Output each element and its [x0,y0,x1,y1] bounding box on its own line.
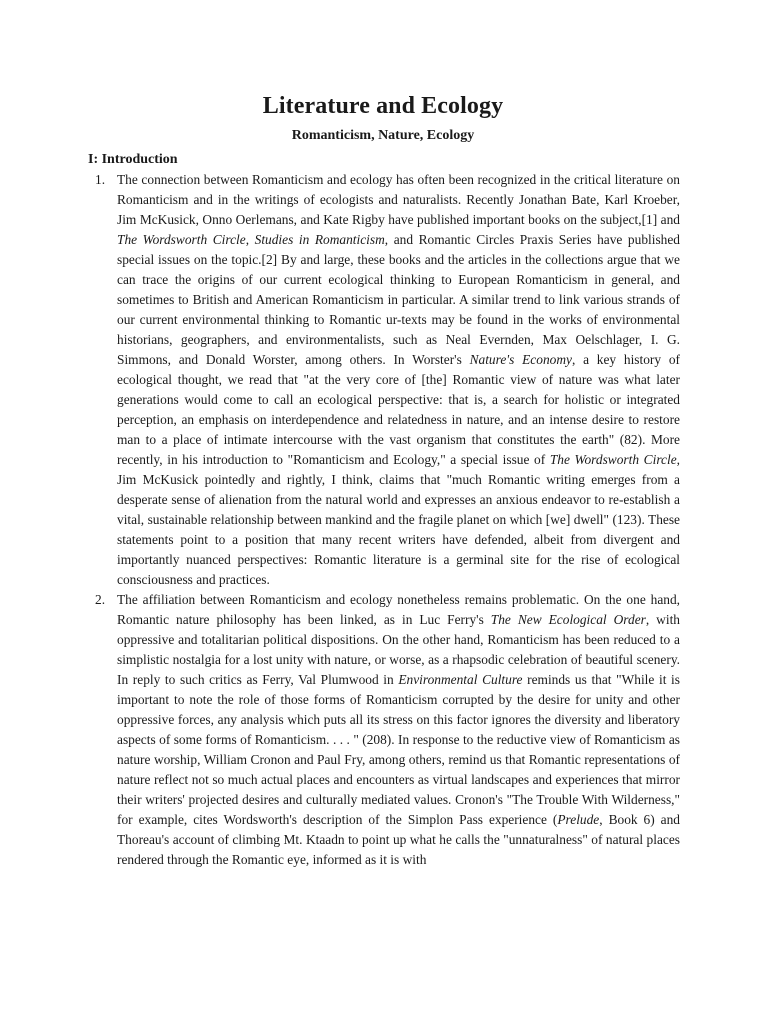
section-heading: I: Introduction [88,152,178,167]
document-title: Literature and Ecology [262,93,504,119]
text-segment: , with oppressive and totalitarian political dispositions. On the other hand, Romanticism has been reduced to a simplistic nostalgia for a lost unity with nature, or worse, as a rhapsodic celebration of beautiful scenery. In reply to such critics as Ferry, Val Plumwood in [117,612,680,687]
text-segment: , Book 6) and Thoreau's account of climbing Mt. Ktaadn to point up what he calls the "unnaturalness" of natural places rendered through the Romantic eye, informed as it is with [117,812,680,867]
paragraph-text [117,172,680,587]
text-segment: , and Romantic Circles Praxis Series have published special issues on the topic.[2] By and large, these books and the articles in the collections argue that we can trace the origins of our current ecological thinking to European Romanticism in general, and sometimes to British and American Romanticism in particular. A similar trend to link various strands of our current environmental thinking to Romantic ur-texts may be found in the works of environmental historians, geographers, and environmentalists, such as Neal Evernden, Max Oelschlager, I. G. Simmons, and Donald Worster, among others. In Worster's [117,232,681,367]
paragraph-number: 2. [95,592,106,607]
paragraph [86,590,680,870]
italic-title: The New Ecological Order [490,612,646,627]
text-segment: The affiliation between Romanticism and ecology nonetheless remains problematic. On the one hand, Romantic nature philosophy has been linked, as in Luc Ferry's [117,592,680,627]
paragraph-list [86,170,680,870]
text-segment: , a key history of ecological thought, we read that "at the very core of [the] Romantic view of nature was what later generations would come to call an ecological perspective: that is, a search for holistic or integrated perception, an emphasis on interdependence and relatedness in nature, and an intense desire to restore man to a place of intimate intercourse with the vast organism that constitutes the earth" (82). More recently, in his introduction to "Romanticism and Ecology," a special issue of [117,352,680,467]
paragraph-text [117,592,680,867]
text-segment: , [245,232,255,247]
paragraph [86,170,680,590]
text-segment: reminds us that "While it is important to note the role of those forms of Romanticism corrupted by the desire for unity and other oppressive forces, any analysis which puts all its stress on this factor ignores the diversity and liberatory aspects of some forms of Romanticism. . . . " (208). In response to the reductive view of Romanticism as nature worship, William Cronon and Paul Fry, among others, remind us that Romantic representations of nature reflect not so much actual places and encounters as virtual landscapes and experiences that mirror their writers' projected desires and culturally mediated values. Cronon's "The Trouble With Wilderness," for example, cites Wordsworth's description of the Simplon Pass experience ( [117,672,680,827]
text-segment: , Jim McKusick pointedly and rightly, I think, claims that "much Romantic writing emerges from a desperate sense of alienation from the natural world and expresses an anxious endeavor to re-establish a vital, sustainable relationship between mankind and the fragile planet on which [we] dwell" (123). These statements point to a position that many recent writers have defended, albeit from divergent and importantly nuanced perspectives: Romantic literature is a germinal site for the rise of ecological consciousness and practices. [117,452,681,587]
text-segment: The connection between Romanticism and ecology has often been recognized in the critical literature on Romanticism and in the writings of ecologists and naturalists. Recently Jonathan Bate, Karl Kroeber, Jim McKusick, Onno Oerlemans, and Kate Rigby have published important books on the subject,[1] and [117,172,680,227]
italic-title: Prelude [557,812,600,827]
paragraph-number: 1. [95,172,106,187]
italic-title: Environmental Culture [398,672,523,687]
italic-title: Nature's Economy [469,352,572,367]
italic-title: Studies in Romanticism [254,232,385,247]
italic-title: The Wordsworth Circle [549,452,677,467]
italic-title: The Wordsworth Circle [117,232,246,247]
document-subtitle: Romanticism, Nature, Ecology [291,128,475,143]
